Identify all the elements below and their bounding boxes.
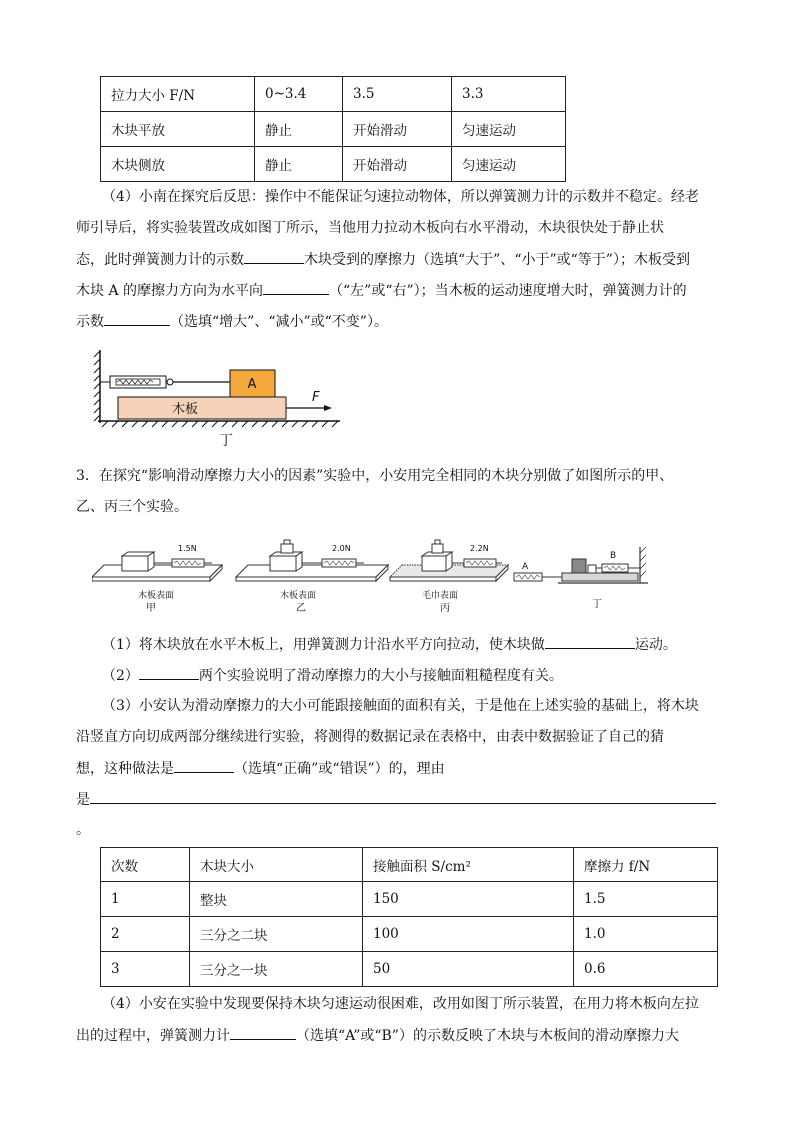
table-cell: 三分之一块 xyxy=(190,952,363,987)
text: 示数 xyxy=(76,314,104,330)
table-cell: 1.5 xyxy=(574,882,718,917)
table-cell: 150 xyxy=(363,882,574,917)
board-label: 木板 xyxy=(171,402,199,417)
experiment-ding xyxy=(514,547,648,610)
table-cell: 2 xyxy=(101,917,190,952)
ground-hatching xyxy=(102,421,338,427)
question-3-part-3-line-2: 沿竖直方向切成两部分继续进行实验，将测得的数据记录在表格中，由表中数据验证了自己的猜 xyxy=(76,729,664,745)
table-cell: 拉力大小 F/N xyxy=(101,77,255,112)
question-3-part-3-line-3 xyxy=(76,757,445,778)
table-cell: 0.6 xyxy=(574,952,718,987)
figure-caption: 乙 xyxy=(296,603,306,614)
figure-ding-apparatus xyxy=(90,345,350,450)
answer-blank[interactable] xyxy=(104,310,170,326)
wall-hatching xyxy=(94,351,100,421)
weight xyxy=(432,544,443,553)
table-cell: 静止 xyxy=(255,112,343,147)
figure-caption: 丁 xyxy=(592,599,602,610)
experiment-yi xyxy=(236,540,388,614)
question-3-part-3-line-1: （3）小安认为滑动摩擦力的大小可能跟接触面的面积有关，于是他在上述实验的基础上，将木块 xyxy=(102,698,699,714)
experiment-data-table xyxy=(100,847,718,987)
answer-blank[interactable] xyxy=(139,664,199,680)
table-cell: 3.5 xyxy=(343,77,452,112)
question-4-line-2: 师引导后，将实验装置改成如图丁所示，当他用力拉动木板向右水平滑动，木块很快处于静止状 xyxy=(76,220,664,236)
answer-blank[interactable] xyxy=(545,633,635,649)
experiment-jia xyxy=(92,544,222,614)
text: 木块 A 的摩擦力方向为水平向 xyxy=(76,283,264,299)
question-3-part-1 xyxy=(102,633,677,654)
text: （“左”或“右”）；当木板的运动速度增大时，弹簧测力计的 xyxy=(329,283,687,299)
force-table xyxy=(100,76,566,182)
text: （选填“A”或“B”）的示数反映了木块与木板间的滑动摩擦力大 xyxy=(296,1028,679,1044)
force-reading: 2.0N xyxy=(332,544,351,553)
table-header-cell: 次数 xyxy=(101,848,190,882)
table-cell: 静止 xyxy=(255,147,343,182)
force-arrowhead xyxy=(324,405,332,411)
text: 运动。 xyxy=(634,637,677,653)
text: （1）将木块放在水平木板上，用弹簧测力计沿水平方向拉动，使木块做 xyxy=(102,637,545,653)
force-reading: 2.2N xyxy=(470,544,489,553)
table-cell: 50 xyxy=(363,952,574,987)
answer-blank[interactable] xyxy=(263,279,329,295)
question-3-part-4-line-2 xyxy=(76,1024,679,1045)
block-a-label: A xyxy=(247,377,257,392)
text: 两个实验说明了滑动摩擦力的大小与接触面粗糙程度有关。 xyxy=(198,668,563,684)
spring-scale-a xyxy=(514,573,542,581)
text: （选填“正确”或“错误”）的，理由 xyxy=(234,761,445,777)
block xyxy=(572,559,586,573)
force-label: F xyxy=(312,390,320,405)
table-cell: 匀速运动 xyxy=(452,147,566,182)
table-cell: 开始滑动 xyxy=(343,112,452,147)
table-cell: 木块平放 xyxy=(101,112,255,147)
table-cell: 匀速运动 xyxy=(452,112,566,147)
table-cell: 木块侧放 xyxy=(101,147,255,182)
question-4-line-4 xyxy=(76,279,687,300)
text: （选填“增大”、“减小”或“不变”）。 xyxy=(170,314,388,330)
scale-b-label: B xyxy=(610,551,617,561)
table-cell: 1 xyxy=(101,882,190,917)
force-reading: 1.5N xyxy=(178,544,197,553)
question-3-intro-line-2: 乙、丙三个实验。 xyxy=(76,499,188,515)
question-3-part-3-line-4 xyxy=(76,788,716,809)
question-3-part-2 xyxy=(102,664,563,685)
table-header-cell: 接触面积 S/cm² xyxy=(363,848,574,882)
question-4-line-1: （4）小南在探究后反思：操作中不能保证匀速拉动物体，所以弹簧测力计的示数并不稳定。经老 xyxy=(102,189,699,205)
table-cell: 1.0 xyxy=(574,917,718,952)
answer-blank[interactable] xyxy=(230,1024,296,1040)
text: 是 xyxy=(76,792,90,808)
table-cell: 100 xyxy=(363,917,574,952)
reason-answer-blank[interactable] xyxy=(90,788,716,804)
table-cell: 0~3.4 xyxy=(255,77,343,112)
table-cell: 整块 xyxy=(190,882,363,917)
question-4-line-5 xyxy=(76,310,388,331)
surface-label: 毛巾表面 xyxy=(422,591,459,601)
table-cell: 3.3 xyxy=(452,77,566,112)
question-4-line-3 xyxy=(76,248,690,269)
experiment-bing xyxy=(390,540,508,614)
question-3-part-3-line-5: 。 xyxy=(76,822,90,838)
spring-scale xyxy=(100,376,173,388)
table-cell: 3 xyxy=(101,952,190,987)
question-3-intro-line-1: 3．在探究“影响滑动摩擦力大小的因素”实验中，小安用完全相同的木块分别做了如图所示的甲、 xyxy=(76,468,674,484)
table-header-cell: 木块大小 xyxy=(190,848,363,882)
answer-blank[interactable] xyxy=(174,757,234,773)
answer-blank[interactable] xyxy=(244,248,304,264)
figure-caption: 丁 xyxy=(219,433,233,449)
text: 态，此时弹簧测力计的示数 xyxy=(76,252,244,268)
surface-label: 木板表面 xyxy=(138,591,175,601)
text: 出的过程中，弹簧测力计 xyxy=(76,1028,230,1044)
question-3-part-4-line-1: （4）小安在实验中发现要保持木块匀速运动很困难，改用如图丁所示装置，在用力将木板向左拉 xyxy=(102,996,699,1012)
weight xyxy=(281,544,293,553)
board xyxy=(562,573,638,581)
text: 木块受到的摩擦力（选填“大于”、“小于”或“等于”）；木板受到 xyxy=(304,252,690,268)
spring-scale-b xyxy=(602,564,628,572)
figure-experiments xyxy=(92,535,652,617)
figure-caption: 甲 xyxy=(146,603,156,614)
text: （2） xyxy=(102,668,139,684)
scale-a-label: A xyxy=(522,562,529,572)
table-cell: 三分之二块 xyxy=(190,917,363,952)
table-cell: 开始滑动 xyxy=(343,147,452,182)
text: 想，这种做法是 xyxy=(76,761,174,777)
wooden-board xyxy=(118,397,286,419)
figure-caption: 丙 xyxy=(440,603,450,614)
surface-label: 木板表面 xyxy=(280,591,317,601)
table-header-cell: 摩擦力 f/N xyxy=(574,848,718,882)
